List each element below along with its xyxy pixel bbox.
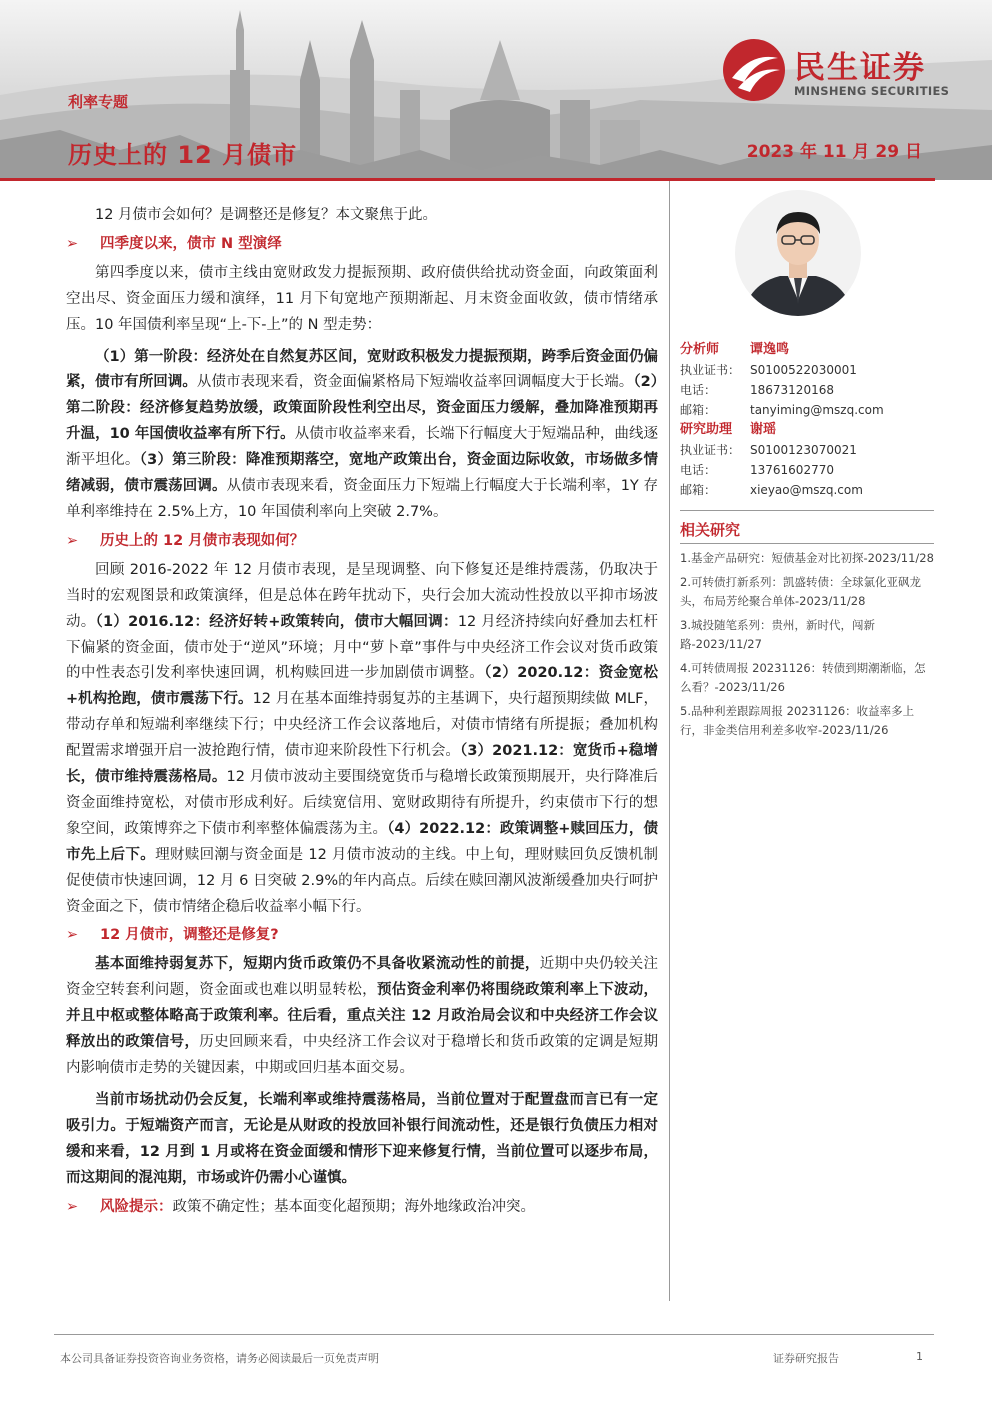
arrow-bullet-icon: ➢ [66,235,79,252]
related-item[interactable]: 1.基金产品研究：短债基金对比初探-2023/11/28 [680,551,934,565]
main-content [66,203,658,1223]
footer-report-type: 证券研究报告 [773,1352,839,1365]
assistant-cert-row: 执业证书： S0100123070021 [680,443,857,457]
analyst-tel-row: 电话： 18673120168 [680,383,834,397]
column-tag: 利率专题 [68,93,129,111]
intro-paragraph: 12 月债市会如何？是调整还是修复？本文聚焦于此。 [95,207,438,223]
arrow-bullet-icon: ➢ [66,927,79,944]
related-item[interactable]: 3.城投随笔系列：贵州，新时代，闯新路-2023/11/27 [680,618,875,651]
section-heading-2: ➢ 历史上的 12 月债市表现如何？ [66,529,658,555]
section-1-paragraph-2: （1）第一阶段：经济处在自然复苏区间，宽财政积极发力提振预期，跨季后资金面仍偏紧，债市有所回调。从债市表现来看，资金面偏紧格局下短端收益率回调幅度大于长端。（2）第二阶段：经济修复趋势放缓，政策面阶段性利空出尽，资金面压力缓解，叠加降准预期再升温，10 年国债收益率有所下行。从债市收益率来看，长端下行幅度大于短端品种，曲线逐渐平坦化。（3）第三阶段：降准预期落空，宽地产政策出台，资金面边际收敛，市场做多情绪减弱，债市震荡回调。从债市表现来看，资金面压力下短端上行幅度大于长端利率，1Y 存单利率维持在 2.5%上方，10 年国债利率向上突破 2.7%。 [66,348,659,520]
header-divider [0,178,935,181]
section-3-paragraph-2: 当前市场扰动仍会反复，长端利率或维持震荡格局，当前位置对于配置盘而言已有一定吸引力。于短端资产而言，无论是从财政的投放回补银行间流动性，还是银行负债压力相对缓和来看，12 月到 1 月或将在资金面缓和情形下迎来修复行情，当前位置可以逐步布局，而这期间的混沌期，市场或许仍需小心谨慎。 [66,1091,658,1186]
section-2-paragraph: 回顾 2016-2022 年 12 月债市表现，是呈现调整、向下修复还是维持震荡，仍取决于当时的宏观图景和政策演绎，但是总体在跨年扰动下，央行会加大流动性投放以平抑市场波动。（1）2016.12：经济好转+政策转向，债市大幅回调：12 月经济持续向好叠加去杠杆下偏紧的资金面，债市处于“逆风”环境；月中“萝卜章”事件与中央经济工作会议对货币政策的中性表态引发利率快速回调，机构赎回进一步加剧债市调整。（2）2020.12：资金宽松+机构抢跑，债市震荡下行。12 月在基本面维持弱复苏的主基调下，央行超预期续做 MLF，带动存单和短端利率继续下行；中央经济工作会议落地后，对债市情绪有所提振；叠加机构配置需求增强开启一波抢跑行情，债市迎来阶段性下行机会。（3）2021.12：宽货币+稳增长，债市维持震荡格局。12 月债市波动主要围绕宽货币与稳增长政策预期展开，央行降准后资金面维持宽松，对债市形成利好。后续宽信用、宽财政期待有所提升，约束债市下行的想象空间，政策博弈之下债市利率整体偏震荡为主。（4）2022.12：政策调整+赎回压力，债市先上后下。理财赎回潮与资金面是 12 月债市波动的主线。中上旬，理财赎回负反馈机制促使债市快速回调，12 月 6 日突破 2.9%的年内高点。后续在赎回潮风波渐缓叠加央行呵护资金面之下，债市情绪企稳后收益率小幅下行。 [66,561,659,915]
report-title: 历史上的 12 月债市 [68,141,298,169]
risk-warning: ➢ 风险提示：政策不确定性；基本面变化超预期；海外地缘政治冲突。 [66,1195,658,1221]
related-divider [680,543,934,544]
related-item[interactable]: 4.可转债周报 20231126：转债到期潮渐临，怎么看？-2023/11/26 [680,661,926,694]
section-heading-3: ➢ 12 月债市，调整还是修复? [66,923,658,949]
related-item[interactable]: 2.可转债打新系列：凯盛转债：全球氯化亚砜龙头，布局芳纶聚合单体-2023/11/28 [680,575,921,608]
footer-divider [54,1334,934,1335]
analyst-cert-row: 执业证书： S0100522030001 [680,363,857,377]
column-divider [669,181,670,1301]
related-research-title: 相关研究 [680,521,741,539]
company-logo [722,38,967,104]
section-3-paragraph-1: 基本面维持弱复苏下，短期内货币政策仍不具备收紧流动性的前提，近期中央仍较关注资金空转套利问题，资金面或也难以明显转松，预估资金利率仍将围绕政策利率上下波动，并且中枢或整体略高于政策利率。往后看，重点关注 12 月政治局会议和中央经济工作会议释放出的政策信号，历史回顾来看，中央经济工作会议对于稳增长和货币政策的定调是短期内影响债市走势的关键因素，中期或回归基本面交易。 [66,956,659,1076]
minsheng-logo-icon [722,38,786,102]
sidebar-divider [680,510,934,511]
footer-disclaimer: 本公司具备证券投资咨询业务资格，请务必阅读最后一页免责声明 [60,1352,379,1365]
sidebar [680,340,934,740]
related-item[interactable]: 5.品种利差跟踪周报 20231126：收益率多上行，非金类信用利差多收窄-2023/11/26 [680,704,915,737]
section-heading-1: ➢ 四季度以来，债市 N 型演绎 [66,232,658,258]
analyst-row: 分析师 谭逸鸣 [680,342,790,357]
analyst-email-row: 邮箱： tanyiming@mszq.com [680,403,884,417]
logo-chinese-name: 民生证券 [794,50,926,86]
logo-english-name: MINSHENG SECURITIES [794,84,950,98]
assistant-row: 研究助理 谢瑶 [680,422,777,437]
arrow-bullet-icon: ➢ [66,532,79,549]
assistant-email-row: 邮箱： xieyao@mszq.com [680,483,863,497]
assistant-tel-row: 电话： 13761602770 [680,463,834,477]
page-number: 1 [916,1350,923,1363]
report-header [0,0,992,180]
analyst-photo [734,188,862,318]
report-date: 2023 年 11 月 29 日 [746,142,922,162]
arrow-bullet-icon: ➢ [66,1198,79,1215]
section-1-paragraph-1: 第四季度以来，债市主线由宽财政发力提振预期、政府债供给扰动资金面，向政策面利空出尽、资金面压力缓和演绎，11 月下旬宽地产预期渐起、月末资金面收敛，债市情绪承压。10 年国债利率呈现“上-下-上”的 N 型走势： [66,264,658,333]
